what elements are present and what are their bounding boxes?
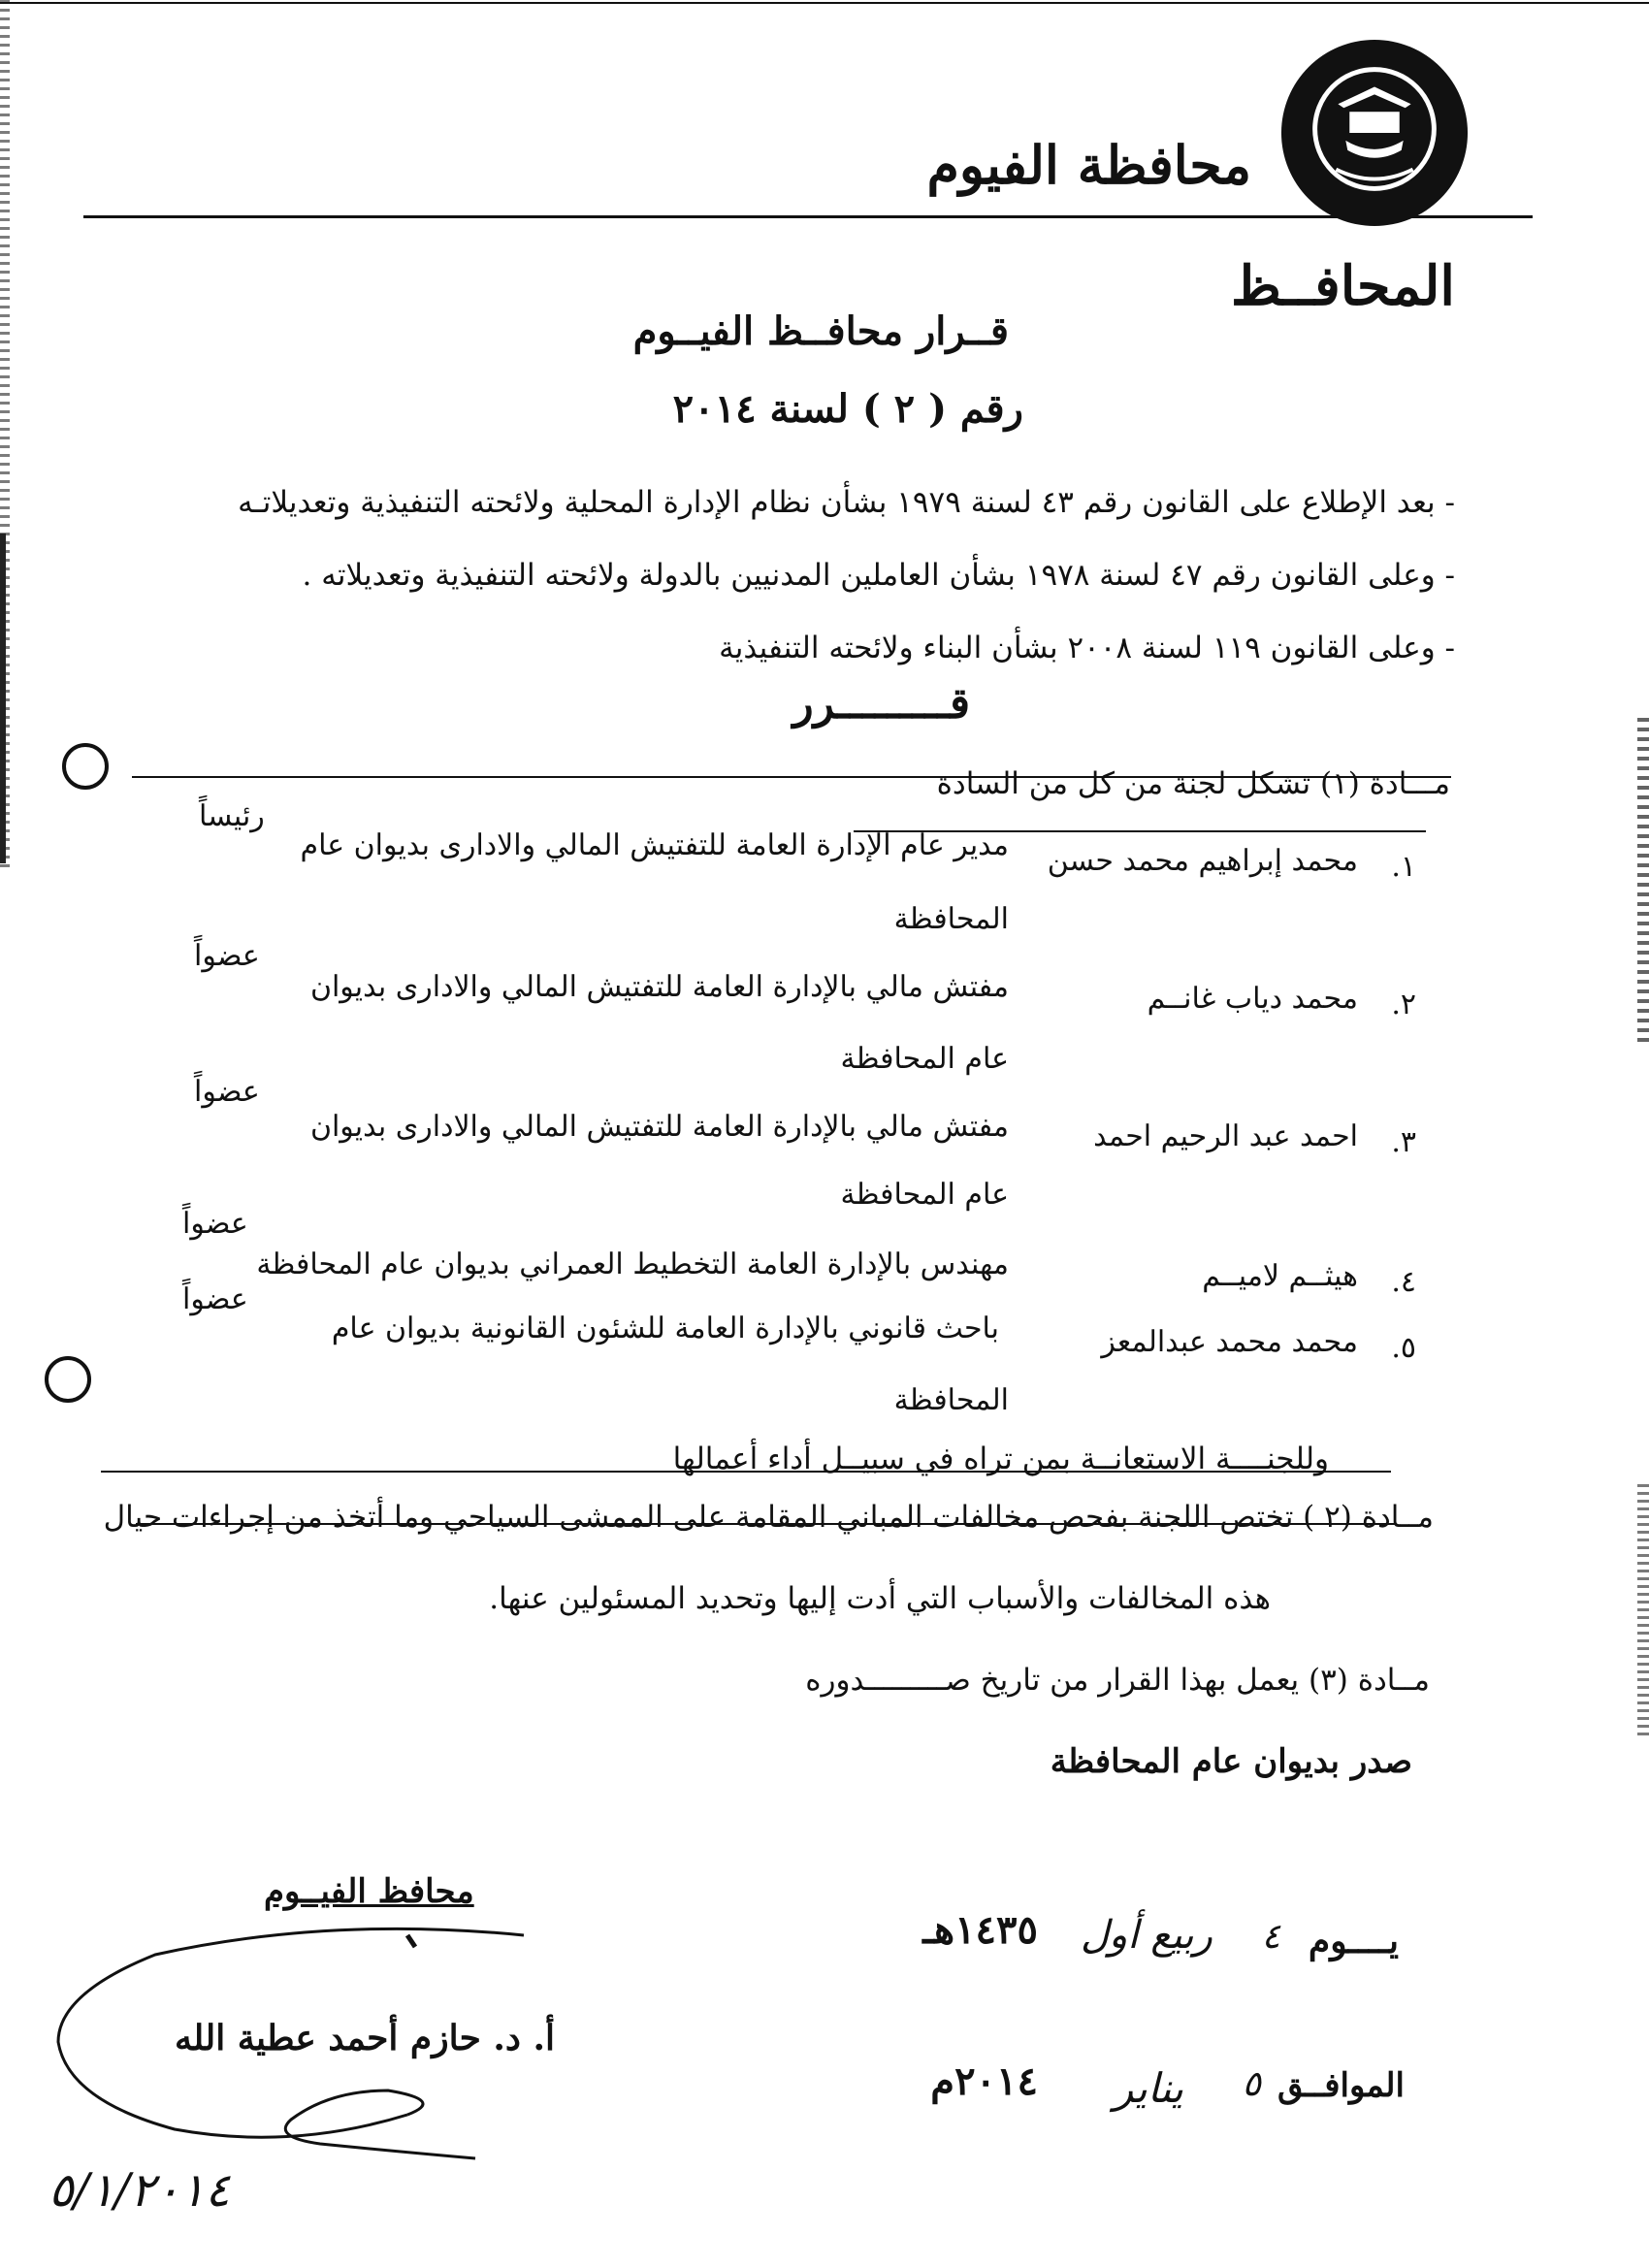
member-5-number: .٥ (1391, 1331, 1416, 1365)
member-2-name: محمد دياب غانــم (1147, 982, 1358, 1016)
margin-circle-mark-2 (45, 1356, 91, 1403)
decree-word: قـــــــــرر (792, 679, 970, 729)
member-2-role-cont: عام المحافظة (840, 1042, 1009, 1076)
hijri-label: يــــوم (1308, 1921, 1399, 1961)
header-divider (83, 215, 1533, 218)
gregorian-day: ٥ (1242, 2064, 1261, 2104)
office-title: المحافــظ (1231, 254, 1455, 318)
scan-left-bar (0, 534, 6, 863)
preamble-line-3: - وعلى القانون ١١٩ لسنة ٢٠٠٨ بشأن البناء ولائحته التنفيذية (719, 631, 1455, 665)
member-5-position: عضواً (182, 1282, 248, 1316)
member-3-position: عضواً (194, 1075, 260, 1109)
margin-circle-mark (62, 743, 109, 790)
gregorian-label: الموافــق (1277, 2066, 1405, 2105)
gregorian-month: يناير (1113, 2064, 1183, 2112)
scan-top-edge (0, 2, 1649, 4)
member-5-role: باحث قانوني بالإدارة العامة للشئون القانونية بديوان عام (331, 1312, 999, 1345)
member-2-number: .٢ (1391, 988, 1416, 1021)
governorate-name: محافظة الفيوم (926, 134, 1251, 196)
issued-at: صدر بديوان عام المحافظة (1050, 1742, 1412, 1781)
handwritten-date: ٥/١/٢٠١٤ (48, 2163, 231, 2218)
member-4-name: هيثــم لاميــم (1202, 1259, 1358, 1293)
preamble-line-2: - وعلى القانون رقم ٤٧ لسنة ١٩٧٨ بشأن العاملين المدنيين بالدولة ولائحته التنفيذية وتعديلاته . (302, 558, 1455, 593)
member-1-role: مدير عام الإدارة العامة للتفتيش المالي والادارى بديوان عام (300, 828, 1009, 862)
member-5-role-cont: المحافظة (893, 1383, 1009, 1417)
signatory-name: أ. د. حازم أحمد عطية الله (175, 2018, 555, 2058)
member-3-role: مفتش مالي بالإدارة العامة للتفتيش المالي والادارى بديوان (309, 1110, 1009, 1144)
member-4-position: عضواً (182, 1207, 248, 1241)
member-1-number: .١ (1391, 850, 1416, 884)
article2-line-2: هذه المخالفات والأسباب التي أدت إليها وتحديد المسئولين عنها. (489, 1581, 1271, 1616)
member-3-role-cont: عام المحافظة (840, 1178, 1009, 1212)
member-4-role: مهندس بالإدارة العامة التخطيط العمراني بديوان عام المحافظة (256, 1247, 1009, 1281)
member-1-name: محمد إبراهيم محمد حسن (1047, 844, 1358, 878)
member-3-number: .٣ (1391, 1125, 1416, 1159)
member-5-name: محمد محمد عبدالمعز (1101, 1325, 1358, 1359)
member-2-role: مفتش مالي بالإدارة العامة للتفتيش المالي والادارى بديوان (309, 970, 1009, 1004)
hijri-month: ربيع أول (1080, 1913, 1212, 1958)
governorate-seal-icon (1278, 37, 1471, 229)
member-2-position: عضواً (194, 939, 260, 973)
scan-right-edge (1637, 718, 1649, 1048)
hijri-year: ١٤٣٥هـ (922, 1907, 1038, 1953)
assistance-clause: وللجنــــة الاستعانــة بمن تراه في سبيــل أداء أعمالها (672, 1442, 1329, 1476)
assistance-underline (101, 1471, 1391, 1473)
article3: مــادة (٣) يعمل بهذا القرار من تاريخ صـــــــــدوره (805, 1663, 1430, 1698)
decision-title: قــرار محافــظ الفيــوم (632, 308, 1009, 354)
gregorian-year: ٢٠١٤م (930, 2058, 1038, 2104)
member-1-position: رئيساً (199, 799, 265, 833)
article2-line-1: مــادة (٢ ) تختص اللجنة بفحص مخالفات المباني المقامة على الممشى السياحي وما أتخذ من إجراءات حيال (103, 1500, 1434, 1535)
scan-right-edge-lower (1637, 1484, 1649, 1736)
preamble-line-1: - بعد الإطلاع على القانون رقم ٤٣ لسنة ١٩٧٩ بشأن نظام الإدارة المحلية ولائحته التنفيذية وتعديلاتـه (238, 485, 1455, 520)
member-3-name: احمد عبد الرحيم احمد (1093, 1119, 1358, 1153)
member-4-number: .٤ (1391, 1265, 1416, 1299)
member-1-role-cont: المحافظة (893, 902, 1009, 936)
decision-number: رقم ( ٢ ) لسنة ٢٠١٤ (672, 386, 1023, 432)
article1-heading: مـــادة (١) تشكل لجنة من كل من السادة (936, 766, 1450, 801)
hijri-day: ٤ (1261, 1917, 1280, 1957)
signatory-title: محافظ الفيــوم (264, 1872, 474, 1911)
